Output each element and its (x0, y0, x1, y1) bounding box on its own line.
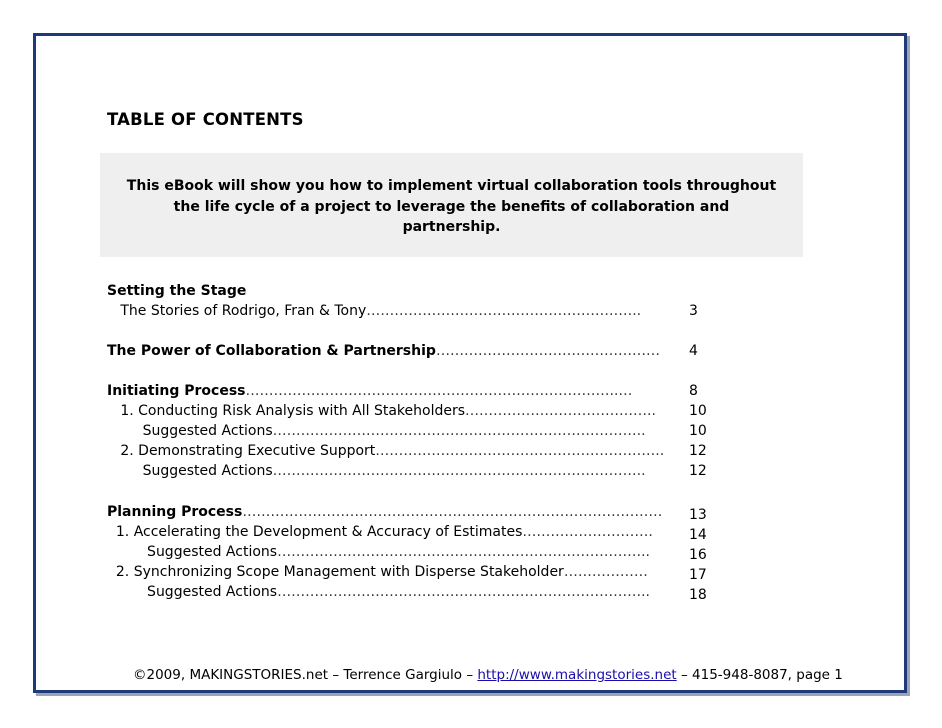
toc-page-number: 17 (689, 567, 707, 583)
toc-page-number: 18 (689, 587, 707, 603)
footer-website-link[interactable]: http://www.makingstories.net (477, 667, 677, 683)
toc-title: TABLE OF CONTENTS (107, 110, 304, 129)
toc-leader: ………………………………………… (435, 343, 660, 359)
footer (133, 667, 843, 683)
toc-page-number: 10 (689, 423, 707, 439)
intro-line-1: This eBook will show you how to implement virtual collaboration tools throughout (126, 178, 777, 194)
toc-page-number: 16 (689, 547, 707, 563)
intro-box (100, 153, 803, 257)
toc-entry[interactable] (107, 502, 662, 522)
toc-entry[interactable] (107, 381, 632, 401)
toc-entry[interactable] (107, 341, 660, 361)
toc-entry-label: 1. Accelerating the Development & Accuracy of Estimates (107, 524, 523, 540)
toc-entry[interactable] (107, 421, 646, 441)
toc-leader: …………………………………………………………………….. (272, 423, 646, 439)
toc-page-number: 12 (689, 463, 707, 479)
toc-entry-label: Suggested Actions (107, 584, 278, 600)
toc-page-number: 3 (689, 303, 698, 319)
footer-copyright: ©2009, MAKINGSTORIES.net – Terrence Gargiulo – (133, 667, 478, 683)
toc-entry[interactable] (107, 401, 656, 421)
intro-line-3: partnership. (402, 219, 501, 235)
toc-entry-label: Initiating Process (107, 383, 246, 399)
toc-leader: ……………… (563, 564, 648, 580)
toc-page-number: 13 (689, 507, 707, 523)
toc-entry[interactable] (107, 461, 646, 481)
toc-entry-label: Setting the Stage (107, 283, 247, 299)
toc-leader: …………………………………………………….. (375, 443, 665, 459)
toc-entry[interactable] (107, 562, 648, 582)
toc-leader: ……………………………………………………………………..… (245, 383, 633, 399)
toc-page-number: 14 (689, 527, 707, 543)
toc-entry[interactable] (107, 441, 664, 461)
toc-entry-setting-the-stage[interactable] (107, 281, 246, 301)
toc-page-number: 8 (689, 383, 698, 399)
toc-entry[interactable] (107, 582, 650, 602)
toc-entry[interactable] (107, 522, 653, 542)
intro-line-2: the life cycle of a project to leverage the benefits of collaboration and (173, 198, 730, 215)
toc-entry-label: 2. Synchronizing Scope Management with Disperse Stakeholder (107, 564, 564, 580)
toc-leader: ………………………………….. (465, 403, 656, 419)
toc-entry-label: The Power of Collaboration & Partnership (107, 343, 436, 359)
toc-entry-label: 1. Conducting Risk Analysis with All Stakeholders (107, 403, 466, 419)
toc-leader: ……………………………………………………………………………… (242, 504, 663, 520)
toc-entry[interactable] (107, 301, 641, 321)
toc-leader: ………………………………………………….. (366, 303, 642, 319)
toc-entry[interactable] (107, 542, 650, 562)
toc-leader: …………………………………………………………………….. (277, 544, 650, 560)
toc-leader: …………………………………………………………………….. (272, 463, 646, 479)
toc-entry-label: Planning Process (107, 504, 243, 520)
toc-page-number: 10 (689, 403, 707, 419)
toc-entry-label: Suggested Actions (107, 544, 278, 560)
toc-entry-label: The Stories of Rodrigo, Fran & Tony (107, 303, 367, 319)
toc-entry-label: Suggested Actions (107, 463, 273, 479)
toc-leader: …………………………………………………………………….. (277, 584, 650, 600)
intro-text (100, 176, 803, 238)
toc-entry-label: Suggested Actions (107, 423, 273, 439)
footer-contact: – 415-948-8087, page 1 (676, 667, 843, 683)
toc-page-number: 4 (689, 343, 698, 359)
toc-page-number: 12 (689, 443, 707, 459)
toc-leader: ………………………. (522, 524, 653, 540)
toc-entry-label: 2. Demonstrating Executive Support (107, 443, 376, 459)
